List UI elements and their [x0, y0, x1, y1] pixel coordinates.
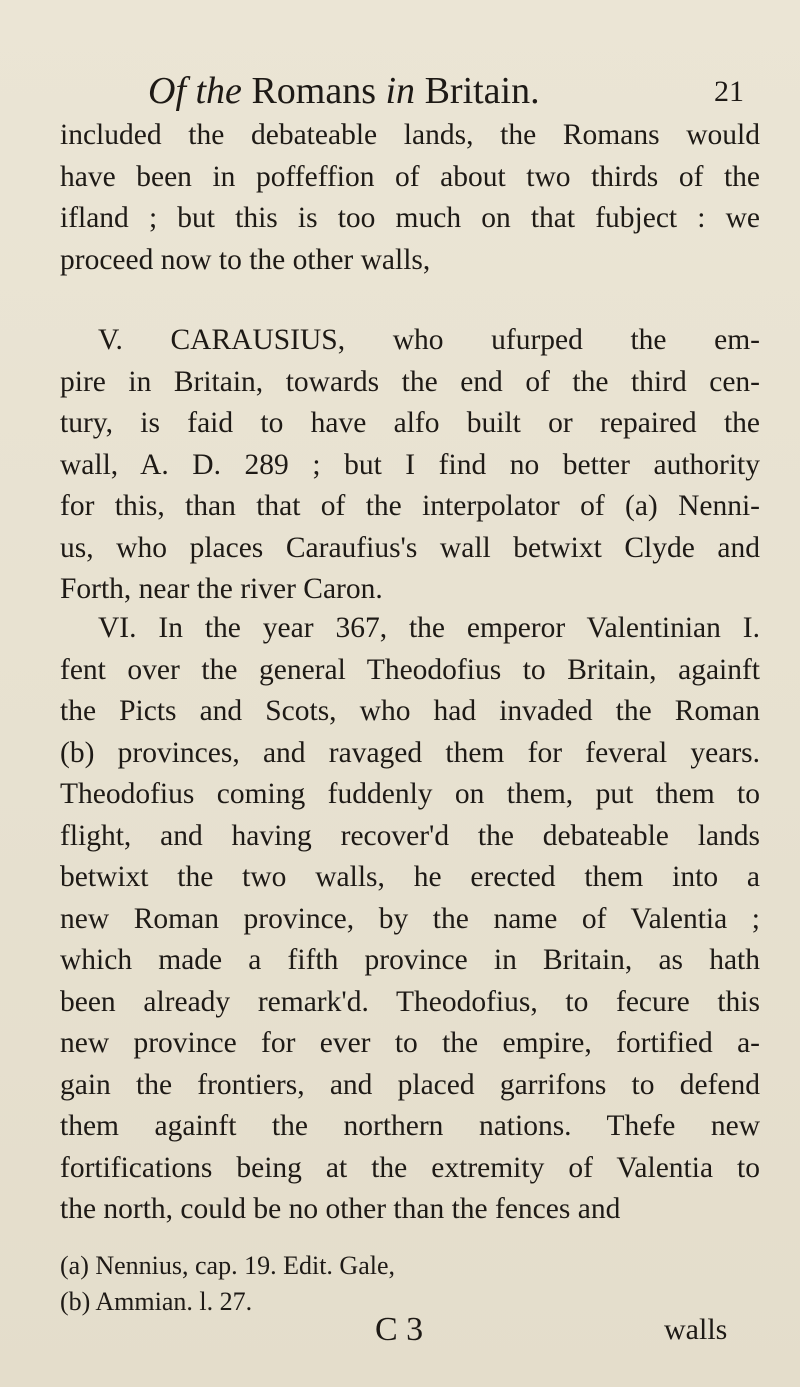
- text-line: which made a fifth province in Britain, as hath: [60, 944, 760, 976]
- text-line: Forth, near the river Caron.: [60, 573, 383, 605]
- footnote-a: (a) Nennius, cap. 19. Edit. Gale,: [60, 1251, 396, 1280]
- text-line: ifland ; but this is too much on that fubject : we: [60, 202, 760, 234]
- paragraph-valentinian: [60, 608, 760, 1231]
- text-line: betwixt the two walls, he erected them into a: [60, 861, 760, 893]
- running-title-romans: Romans: [241, 70, 386, 112]
- paragraph-carausius: [60, 320, 760, 611]
- text-line: fortifications being at the extremity of Valentia to: [60, 1151, 760, 1184]
- running-title-in: in: [385, 70, 416, 112]
- text-line: the Picts and Scots, who had invaded the Roman: [60, 695, 760, 727]
- text-line: us, who places Caraufius's wall betwixt Clyde and: [60, 531, 760, 564]
- page-number: 21: [714, 75, 744, 108]
- text-line: flight, and having recover'd the debateable lands: [60, 819, 760, 852]
- text-line: gain the frontiers, and placed garrifons to defend: [60, 1068, 760, 1101]
- running-title-britain: Britain.: [415, 70, 540, 112]
- text-line: wall, A. D. 289 ; but I find no better authority: [60, 448, 760, 481]
- running-title: [148, 68, 540, 114]
- catchword: walls: [664, 1313, 728, 1346]
- text-line: for this, than that of the interpolator of (a) Nenni-: [60, 490, 760, 522]
- text-line: been already remark'd. Theodofius, to fecure this: [60, 985, 760, 1018]
- footnote-b: (b) Ammian. l. 27.: [60, 1287, 253, 1316]
- running-title-of-the: Of the: [148, 70, 242, 112]
- page-header: [0, 68, 800, 118]
- text-line: have been in poffeffion of about two thirds of the: [60, 160, 760, 193]
- text-line: tury, is faid to have alfo built or repaired the: [60, 407, 760, 439]
- text-line: Theodofius coming fuddenly on them, put them to: [60, 778, 760, 810]
- text-line: pire in Britain, towards the end of the third cen-: [60, 365, 760, 398]
- text-line: the north, could be no other than the fences and: [60, 1193, 621, 1225]
- text-line: new Roman province, by the name of Valentia ;: [60, 902, 760, 935]
- text-line: new province for ever to the empire, fortified a-: [60, 1027, 760, 1059]
- paragraph-continuation: [60, 115, 760, 281]
- text-line: proceed now to the other walls,: [60, 243, 431, 276]
- text-line: included the debateable lands, the Romans would: [60, 119, 760, 151]
- text-line: them againft the northern nations. Thefe new: [60, 1110, 760, 1142]
- text-line: V. CARAUSIUS, who ufurped the em-: [98, 324, 760, 356]
- text-line: fent over the general Theodofius to Britain, againft: [60, 653, 760, 686]
- signature-mark: C 3: [375, 1311, 424, 1348]
- text-line: (b) provinces, and ravaged them for feveral years.: [60, 736, 760, 769]
- text-line: VI. In the year 367, the emperor Valentinian I.: [98, 612, 760, 644]
